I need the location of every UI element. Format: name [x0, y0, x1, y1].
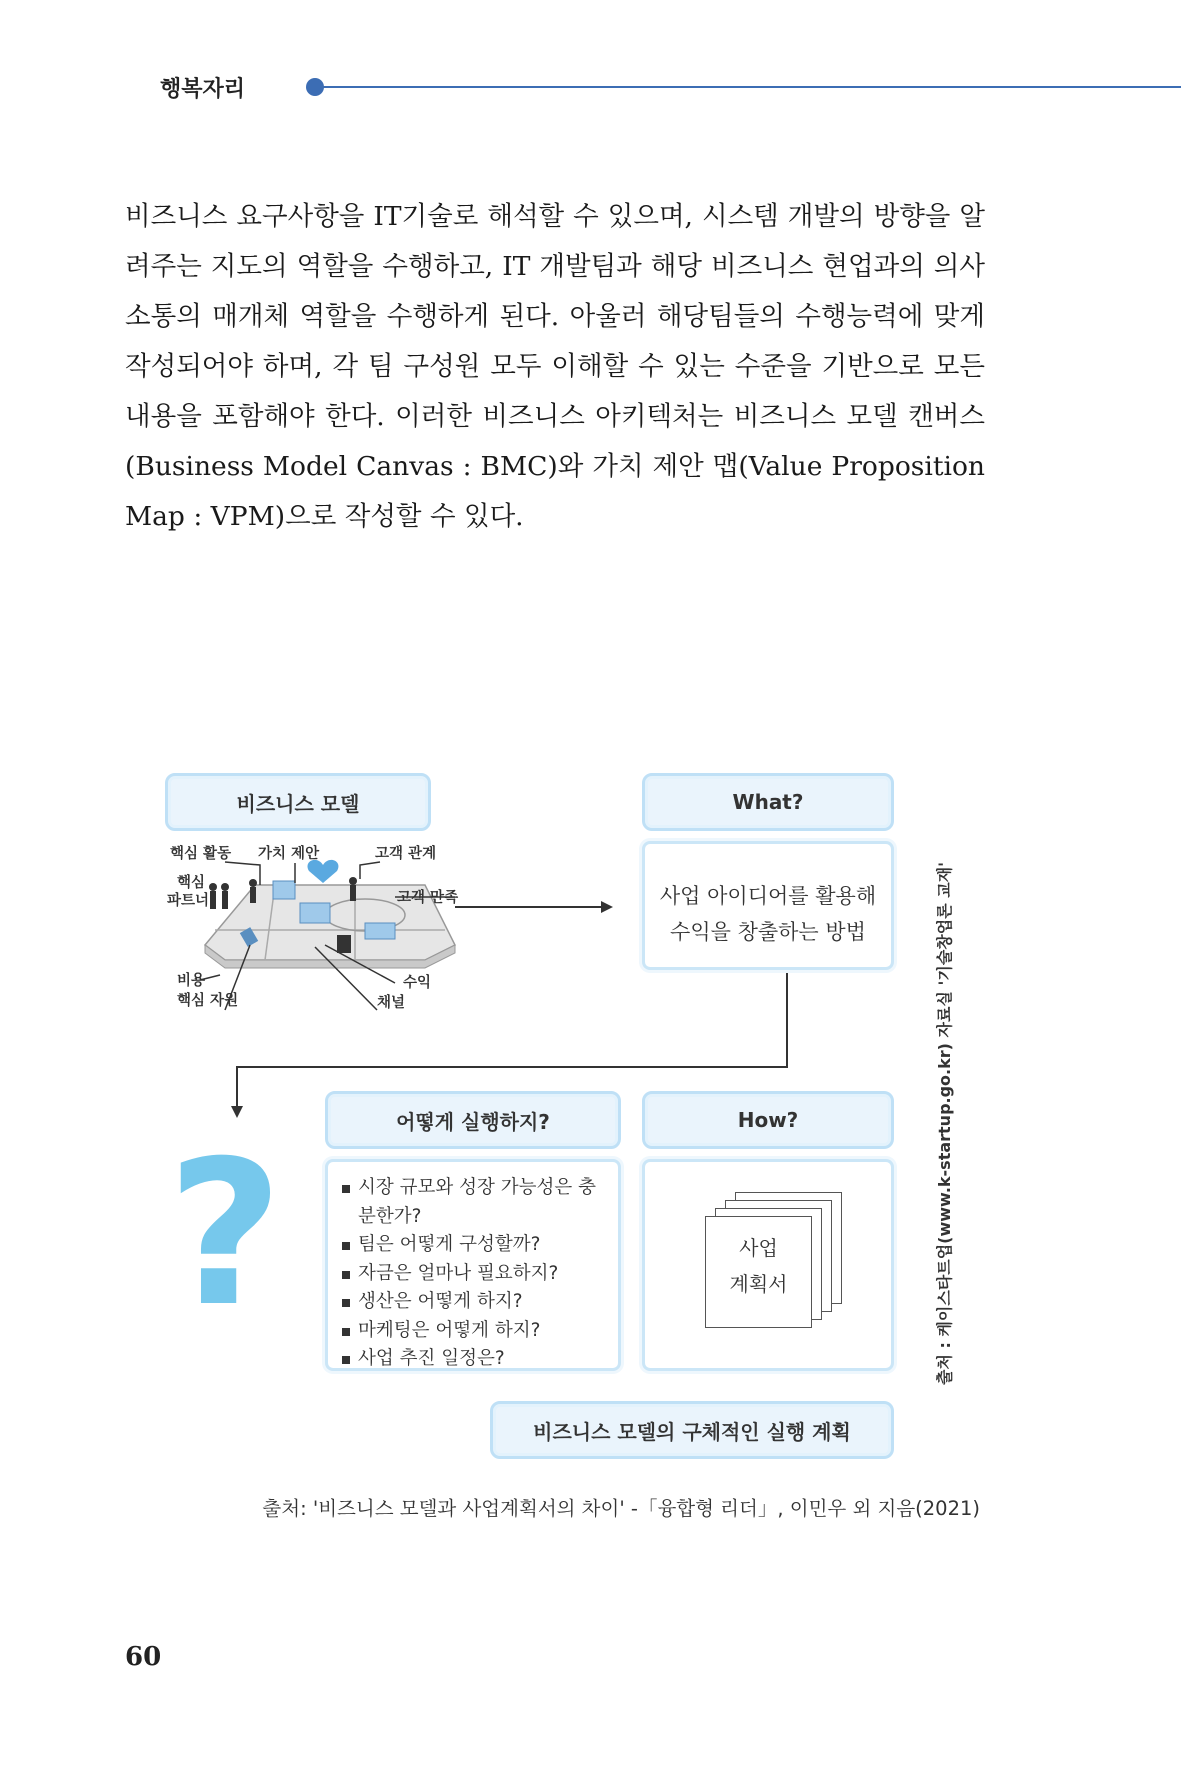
label-key-partners-2: 파트너 [167, 893, 210, 909]
what-body [642, 841, 894, 970]
business-model-header: 비즈니스 모델 [165, 773, 431, 831]
figure-side-credit: 출처 : 케이스타트업(www.k-startup.go.kr) 자료실 '기술창업론 교재' [935, 861, 954, 1385]
label-cost: 비용 [177, 973, 206, 989]
doc-label-line1: 사업 [739, 1236, 778, 1260]
label-value-proposition: 가치 제안 [258, 846, 320, 862]
what-body-line2: 수익을 창출하는 방법 [670, 920, 866, 944]
label-key-activities: 핵심 활동 [170, 846, 232, 862]
how-execute-header: 어떻게 실행하지? [325, 1091, 621, 1149]
label-revenue: 수익 [403, 975, 432, 991]
question-item: 자금은 얼마나 필요하지? [342, 1260, 618, 1289]
question-item: 팀은 어떻게 구성할까? [342, 1231, 618, 1260]
what-body-line1: 사업 아이디어를 활용해 [659, 884, 877, 908]
label-channel: 채널 [377, 995, 406, 1011]
questions-box [325, 1159, 621, 1371]
question-item: 사업 추진 일정은? [342, 1345, 618, 1374]
body-paragraph: 비즈니스 요구사항을 IT기술로 해석할 수 있으며, 시스템 개발의 방향을 알려주는 지도의 역할을 수행하고, IT 개발팀과 해당 비즈니스 현업과의 의사소통의 매개체 역할을 수행하게 된다. 아울러 해당팀들의 수행능력에 맞게 작성되어야 하며, 각 팀 구성원 모두 이해할 수 있는 수준을 기반으로 모든 내용을 포함해야 한다. 이러한 비즈니스 아키텍처는 비즈니스 모델 캔버스(Business Model Canvas : BMC)와 가치 제안 맵(Value Proposition Map : VPM)으로 작성할 수 있다. [125, 201, 985, 532]
business-plan-document-icon [705, 1192, 855, 1322]
doc-label-line2: 계획서 [729, 1272, 788, 1296]
question-item: 시장 규모와 성장 가능성은 충분한가? [342, 1174, 618, 1231]
label-key-resources: 핵심 자원 [177, 993, 239, 1009]
running-header-title: 행복자리 [160, 77, 246, 102]
question-mark-graphic: ? [167, 1118, 284, 1351]
label-customer-relations: 고객 관계 [375, 846, 437, 862]
label-key-partners-1: 핵심 [177, 875, 206, 891]
question-item: 마케팅은 어떻게 하지? [342, 1317, 618, 1346]
how-body [642, 1159, 894, 1371]
business-model-figure [155, 765, 975, 1475]
execution-plan-banner: 비즈니스 모델의 구체적인 실행 계획 [490, 1401, 894, 1459]
figure-caption: 출처: '비즈니스 모델과 사업계획서의 차이' -「융합형 리더」, 이민우 외 지음(2021) [262, 1497, 980, 1520]
questions-list [328, 1162, 618, 1374]
header-rule [318, 86, 1181, 88]
page-number: 60 [125, 1642, 162, 1672]
what-header: What? [642, 773, 894, 831]
question-item: 생산은 어떻게 하지? [342, 1288, 618, 1317]
how-header: How? [642, 1091, 894, 1149]
label-customer-satisfaction: 고객 만족 [397, 890, 459, 906]
